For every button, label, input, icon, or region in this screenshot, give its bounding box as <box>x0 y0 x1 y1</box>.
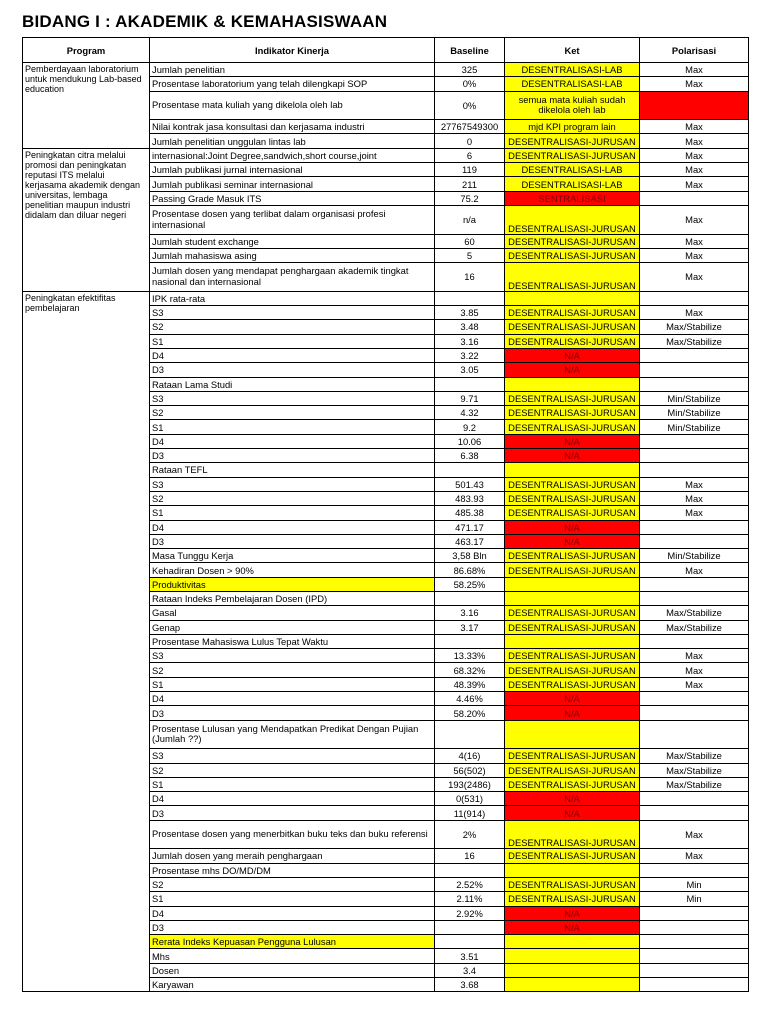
ket-cell: DESENTRALISASI-LAB <box>505 63 640 77</box>
baseline-cell: 60 <box>435 234 505 248</box>
indikator-cell: D4 <box>150 692 435 706</box>
polarisasi-cell: Max <box>640 649 749 663</box>
indikator-cell: D4 <box>150 906 435 920</box>
indikator-cell: D4 <box>150 434 435 448</box>
baseline-cell: 11(914) <box>435 806 505 820</box>
polarisasi-cell <box>640 706 749 720</box>
ket-cell <box>505 463 640 477</box>
polarisasi-cell <box>640 935 749 949</box>
polarisasi-cell: Min/Stabilize <box>640 420 749 434</box>
ket-cell: N/A <box>505 363 640 377</box>
ket-cell: DESENTRALISASI-JURUSAN <box>505 205 640 234</box>
polarisasi-cell: Max/Stabilize <box>640 620 749 634</box>
indikator-cell: IPK rata-rata <box>150 291 435 305</box>
baseline-cell: 68.32% <box>435 663 505 677</box>
ket-cell <box>505 963 640 977</box>
ket-cell: DESENTRALISASI-JURUSAN <box>505 777 640 791</box>
baseline-cell: 3.48 <box>435 320 505 334</box>
ket-cell <box>505 591 640 605</box>
baseline-cell: 485.38 <box>435 506 505 520</box>
kpi-table <box>22 37 749 992</box>
indikator-cell: S1 <box>150 677 435 691</box>
indikator-cell: Rataan Indeks Pembelajaran Dosen (IPD) <box>150 591 435 605</box>
polarisasi-cell: Max <box>640 163 749 177</box>
polarisasi-cell <box>640 449 749 463</box>
polarisasi-cell: Max <box>640 563 749 577</box>
baseline-cell: 6 <box>435 148 505 162</box>
table-body <box>23 63 749 992</box>
baseline-cell: 5 <box>435 248 505 262</box>
polarisasi-cell: Max <box>640 663 749 677</box>
ket-cell: N/A <box>505 692 640 706</box>
polarisasi-cell <box>640 534 749 548</box>
indikator-cell: Prosentase mata kuliah yang dikelola oleh lab <box>150 91 435 120</box>
indikator-cell: Dosen <box>150 963 435 977</box>
polarisasi-cell <box>640 91 749 120</box>
ket-cell: N/A <box>505 534 640 548</box>
polarisasi-cell <box>640 792 749 806</box>
polarisasi-cell: Min <box>640 877 749 891</box>
baseline-cell: 0 <box>435 134 505 148</box>
baseline-cell: 2.92% <box>435 906 505 920</box>
ket-cell: mjd KPI program lain <box>505 120 640 134</box>
baseline-cell: 2% <box>435 820 505 849</box>
baseline-cell <box>435 291 505 305</box>
polarisasi-cell: Max <box>640 177 749 191</box>
ket-cell: DESENTRALISASI-JURUSAN <box>505 263 640 292</box>
polarisasi-cell: Max <box>640 677 749 691</box>
polarisasi-cell: Max <box>640 506 749 520</box>
baseline-cell <box>435 920 505 934</box>
ket-cell: N/A <box>505 434 640 448</box>
polarisasi-cell: Max <box>640 477 749 491</box>
indikator-cell: Jumlah publikasi seminar internasional <box>150 177 435 191</box>
indikator-cell: D3 <box>150 806 435 820</box>
polarisasi-cell: Max <box>640 248 749 262</box>
polarisasi-cell <box>640 963 749 977</box>
baseline-cell: 3.4 <box>435 963 505 977</box>
indikator-cell: S2 <box>150 877 435 891</box>
ket-cell: DESENTRALISASI-JURUSAN <box>505 248 640 262</box>
indikator-cell: Jumlah dosen yang mendapat penghargaan akademik tingkat nasional dan internasional <box>150 263 435 292</box>
ket-cell: SENTRALISASI <box>505 191 640 205</box>
indikator-cell: D4 <box>150 792 435 806</box>
polarisasi-cell <box>640 949 749 963</box>
baseline-cell: 3.05 <box>435 363 505 377</box>
baseline-cell: 9.2 <box>435 420 505 434</box>
baseline-cell: 2.52% <box>435 877 505 891</box>
baseline-cell: 471.17 <box>435 520 505 534</box>
polarisasi-cell: Max/Stabilize <box>640 334 749 348</box>
indikator-cell: S1 <box>150 506 435 520</box>
baseline-cell: 4.32 <box>435 406 505 420</box>
baseline-cell: 56(502) <box>435 763 505 777</box>
polarisasi-cell: Max <box>640 491 749 505</box>
ket-cell: N/A <box>505 348 640 362</box>
ket-cell: DESENTRALISASI-JURUSAN <box>505 234 640 248</box>
polarisasi-cell: Min/Stabilize <box>640 391 749 405</box>
baseline-cell: 3.68 <box>435 978 505 992</box>
baseline-cell <box>435 377 505 391</box>
ket-cell <box>505 949 640 963</box>
indikator-cell: Prosentase laboratorium yang telah dilengkapi SOP <box>150 77 435 91</box>
indikator-cell: D4 <box>150 520 435 534</box>
table-row <box>23 291 749 305</box>
indikator-cell: Jumlah mahasiswa asing <box>150 248 435 262</box>
ket-cell: DESENTRALISASI-JURUSAN <box>505 677 640 691</box>
ket-cell: N/A <box>505 806 640 820</box>
polarisasi-cell: Max <box>640 148 749 162</box>
ket-cell: N/A <box>505 520 640 534</box>
ket-cell: DESENTRALISASI-JURUSAN <box>505 563 640 577</box>
baseline-cell: 48.39% <box>435 677 505 691</box>
ket-cell: DESENTRALISASI-JURUSAN <box>505 320 640 334</box>
ket-cell: DESENTRALISASI-JURUSAN <box>505 649 640 663</box>
baseline-cell: 16 <box>435 263 505 292</box>
polarisasi-cell <box>640 692 749 706</box>
ket-cell <box>505 634 640 648</box>
polarisasi-cell <box>640 191 749 205</box>
polarisasi-cell <box>640 463 749 477</box>
polarisasi-cell <box>640 806 749 820</box>
baseline-cell: 3.22 <box>435 348 505 362</box>
ket-cell: semua mata kuliah sudah dikelola oleh lab <box>505 91 640 120</box>
indikator-cell: S2 <box>150 763 435 777</box>
indikator-cell: D4 <box>150 348 435 362</box>
header-program: Program <box>23 38 150 63</box>
baseline-cell: 58.20% <box>435 706 505 720</box>
polarisasi-cell <box>640 978 749 992</box>
ket-cell: DESENTRALISASI-JURUSAN <box>505 334 640 348</box>
polarisasi-cell <box>640 363 749 377</box>
header-polarisasi: Polarisasi <box>640 38 749 63</box>
baseline-cell: 483.93 <box>435 491 505 505</box>
baseline-cell: 4.46% <box>435 692 505 706</box>
baseline-cell: 6.38 <box>435 449 505 463</box>
polarisasi-cell: Max <box>640 820 749 849</box>
ket-cell <box>505 291 640 305</box>
ket-cell <box>505 720 640 749</box>
indikator-cell: Prosentase dosen yang terlibat dalam organisasi profesi internasional <box>150 205 435 234</box>
ket-cell: DESENTRALISASI-JURUSAN <box>505 148 640 162</box>
ket-cell: DESENTRALISASI-JURUSAN <box>505 892 640 906</box>
indikator-cell: Masa Tunggu Kerja <box>150 549 435 563</box>
indikator-cell: Rerata Indeks Kepuasan Pengguna Lulusan <box>150 935 435 949</box>
indikator-cell: Rataan TEFL <box>150 463 435 477</box>
indikator-cell: Mhs <box>150 949 435 963</box>
ket-cell: DESENTRALISASI-LAB <box>505 177 640 191</box>
polarisasi-cell <box>640 291 749 305</box>
indikator-cell: S1 <box>150 892 435 906</box>
baseline-cell: 2.11% <box>435 892 505 906</box>
indikator-cell: D3 <box>150 706 435 720</box>
ket-cell: DESENTRALISASI-JURUSAN <box>505 663 640 677</box>
ket-cell: DESENTRALISASI-JURUSAN <box>505 877 640 891</box>
indikator-cell: Jumlah penelitian unggulan lintas lab <box>150 134 435 148</box>
indikator-cell: internasional:Joint Degree,sandwich,short course,joint <box>150 148 435 162</box>
baseline-cell: 119 <box>435 163 505 177</box>
polarisasi-cell: Max/Stabilize <box>640 320 749 334</box>
polarisasi-cell: Max/Stabilize <box>640 749 749 763</box>
baseline-cell: 3.17 <box>435 620 505 634</box>
ket-cell: DESENTRALISASI-JURUSAN <box>505 420 640 434</box>
indikator-cell: S3 <box>150 649 435 663</box>
indikator-cell: S1 <box>150 777 435 791</box>
indikator-cell: S2 <box>150 491 435 505</box>
indikator-cell: Karyawan <box>150 978 435 992</box>
baseline-cell: 13.33% <box>435 649 505 663</box>
polarisasi-cell: Max <box>640 263 749 292</box>
baseline-cell <box>435 863 505 877</box>
program-cell: Peningkatan citra melalui promosi dan peningkatan reputasi ITS melalui kerjasama akademik dengan universitas, lembaga penelitian maupun industri didalam dan diluar negeri <box>23 148 150 291</box>
baseline-cell: 0% <box>435 91 505 120</box>
polarisasi-cell <box>640 906 749 920</box>
ket-cell: DESENTRALISASI-JURUSAN <box>505 606 640 620</box>
indikator-cell: Rataan Lama Studi <box>150 377 435 391</box>
ket-cell: N/A <box>505 449 640 463</box>
ket-cell <box>505 577 640 591</box>
polarisasi-cell: Max/Stabilize <box>640 777 749 791</box>
ket-cell: DESENTRALISASI-JURUSAN <box>505 549 640 563</box>
indikator-cell: D3 <box>150 449 435 463</box>
baseline-cell: 3.16 <box>435 606 505 620</box>
header-baseline: Baseline <box>435 38 505 63</box>
polarisasi-cell <box>640 920 749 934</box>
ket-cell <box>505 978 640 992</box>
indikator-cell: S3 <box>150 749 435 763</box>
baseline-cell <box>435 720 505 749</box>
baseline-cell: 75.2 <box>435 191 505 205</box>
polarisasi-cell <box>640 720 749 749</box>
polarisasi-cell: Min <box>640 892 749 906</box>
polarisasi-cell: Max <box>640 234 749 248</box>
polarisasi-cell <box>640 634 749 648</box>
ket-cell: DESENTRALISASI-LAB <box>505 77 640 91</box>
program-cell: Peningkatan efektifitas pembelajaran <box>23 291 150 992</box>
ket-cell: DESENTRALISASI-JURUSAN <box>505 491 640 505</box>
baseline-cell: 3.85 <box>435 306 505 320</box>
ket-cell: DESENTRALISASI-JURUSAN <box>505 763 640 777</box>
indikator-cell: Prosentase Mahasiswa Lulus Tepat Waktu <box>150 634 435 648</box>
ket-cell: DESENTRALISASI-LAB <box>505 163 640 177</box>
indikator-cell: Jumlah publikasi jurnal internasional <box>150 163 435 177</box>
polarisasi-cell <box>640 591 749 605</box>
indikator-cell: D3 <box>150 534 435 548</box>
indikator-cell: D3 <box>150 920 435 934</box>
ket-cell <box>505 377 640 391</box>
polarisasi-cell <box>640 520 749 534</box>
indikator-cell: S3 <box>150 391 435 405</box>
ket-cell: DESENTRALISASI-JURUSAN <box>505 506 640 520</box>
indikator-cell: Prosentase dosen yang menerbitkan buku teks dan buku referensi <box>150 820 435 849</box>
baseline-cell: 0(531) <box>435 792 505 806</box>
ket-cell: N/A <box>505 706 640 720</box>
baseline-cell: 9.71 <box>435 391 505 405</box>
table-row <box>23 63 749 77</box>
ket-cell: DESENTRALISASI-JURUSAN <box>505 820 640 849</box>
baseline-cell <box>435 634 505 648</box>
indikator-cell: S2 <box>150 663 435 677</box>
baseline-cell: 58.25% <box>435 577 505 591</box>
baseline-cell: 3,58 Bln <box>435 549 505 563</box>
polarisasi-cell: Max <box>640 849 749 863</box>
indikator-cell: Jumlah dosen yang meraih penghargaan <box>150 849 435 863</box>
baseline-cell: 3.16 <box>435 334 505 348</box>
polarisasi-cell: Min/Stabilize <box>640 549 749 563</box>
header-indikator: Indikator Kinerja <box>150 38 435 63</box>
ket-cell: N/A <box>505 792 640 806</box>
ket-cell: N/A <box>505 906 640 920</box>
polarisasi-cell: Max <box>640 306 749 320</box>
polarisasi-cell: Min/Stabilize <box>640 406 749 420</box>
ket-cell: DESENTRALISASI-JURUSAN <box>505 477 640 491</box>
polarisasi-cell: Max <box>640 120 749 134</box>
baseline-cell: 3.51 <box>435 949 505 963</box>
baseline-cell: 27767549300 <box>435 120 505 134</box>
polarisasi-cell: Max/Stabilize <box>640 763 749 777</box>
baseline-cell: 4(16) <box>435 749 505 763</box>
ket-cell: DESENTRALISASI-JURUSAN <box>505 849 640 863</box>
polarisasi-cell <box>640 863 749 877</box>
polarisasi-cell: Max <box>640 63 749 77</box>
baseline-cell: 463.17 <box>435 534 505 548</box>
indikator-cell: Passing Grade Masuk ITS <box>150 191 435 205</box>
baseline-cell: 193(2486) <box>435 777 505 791</box>
header-ket: Ket <box>505 38 640 63</box>
polarisasi-cell <box>640 434 749 448</box>
indikator-cell: Prosentase Lulusan yang Mendapatkan Predikat Dengan Pujian (Jumlah ??) <box>150 720 435 749</box>
polarisasi-cell <box>640 577 749 591</box>
baseline-cell: 325 <box>435 63 505 77</box>
ket-cell: DESENTRALISASI-JURUSAN <box>505 134 640 148</box>
indikator-cell: S1 <box>150 420 435 434</box>
baseline-cell: 0% <box>435 77 505 91</box>
ket-cell: DESENTRALISASI-JURUSAN <box>505 749 640 763</box>
indikator-cell: Genap <box>150 620 435 634</box>
polarisasi-cell <box>640 377 749 391</box>
baseline-cell <box>435 935 505 949</box>
polarisasi-cell: Max/Stabilize <box>640 606 749 620</box>
polarisasi-cell: Max <box>640 77 749 91</box>
indikator-cell: S2 <box>150 320 435 334</box>
ket-cell: DESENTRALISASI-JURUSAN <box>505 306 640 320</box>
baseline-cell <box>435 591 505 605</box>
indikator-cell: S3 <box>150 477 435 491</box>
table-row <box>23 148 749 162</box>
indikator-cell: Nilai kontrak jasa konsultasi dan kerjasama industri <box>150 120 435 134</box>
indikator-cell: Produktivitas <box>150 577 435 591</box>
baseline-cell: 16 <box>435 849 505 863</box>
polarisasi-cell: Max <box>640 134 749 148</box>
indikator-cell: Jumlah student exchange <box>150 234 435 248</box>
ket-cell <box>505 863 640 877</box>
indikator-cell: S1 <box>150 334 435 348</box>
ket-cell <box>505 935 640 949</box>
indikator-cell: Kehadiran Dosen > 90% <box>150 563 435 577</box>
baseline-cell: 501.43 <box>435 477 505 491</box>
header-row <box>23 38 749 63</box>
indikator-cell: D3 <box>150 363 435 377</box>
ket-cell: N/A <box>505 920 640 934</box>
indikator-cell: S2 <box>150 406 435 420</box>
indikator-cell: Gasal <box>150 606 435 620</box>
ket-cell: DESENTRALISASI-JURUSAN <box>505 406 640 420</box>
baseline-cell: 211 <box>435 177 505 191</box>
polarisasi-cell <box>640 348 749 362</box>
indikator-cell: Prosentase mhs DO/MD/DM <box>150 863 435 877</box>
indikator-cell: S3 <box>150 306 435 320</box>
page-title: BIDANG I : AKADEMIK & KEMAHASISWAAN <box>22 12 388 31</box>
polarisasi-cell: Max <box>640 205 749 234</box>
baseline-cell: 10.06 <box>435 434 505 448</box>
baseline-cell: n/a <box>435 205 505 234</box>
ket-cell: DESENTRALISASI-JURUSAN <box>505 391 640 405</box>
baseline-cell: 86.68% <box>435 563 505 577</box>
program-cell: Pemberdayaan laboratorium untuk mendukung Lab-based education <box>23 63 150 149</box>
baseline-cell <box>435 463 505 477</box>
ket-cell: DESENTRALISASI-JURUSAN <box>505 620 640 634</box>
indikator-cell: Jumlah penelitian <box>150 63 435 77</box>
